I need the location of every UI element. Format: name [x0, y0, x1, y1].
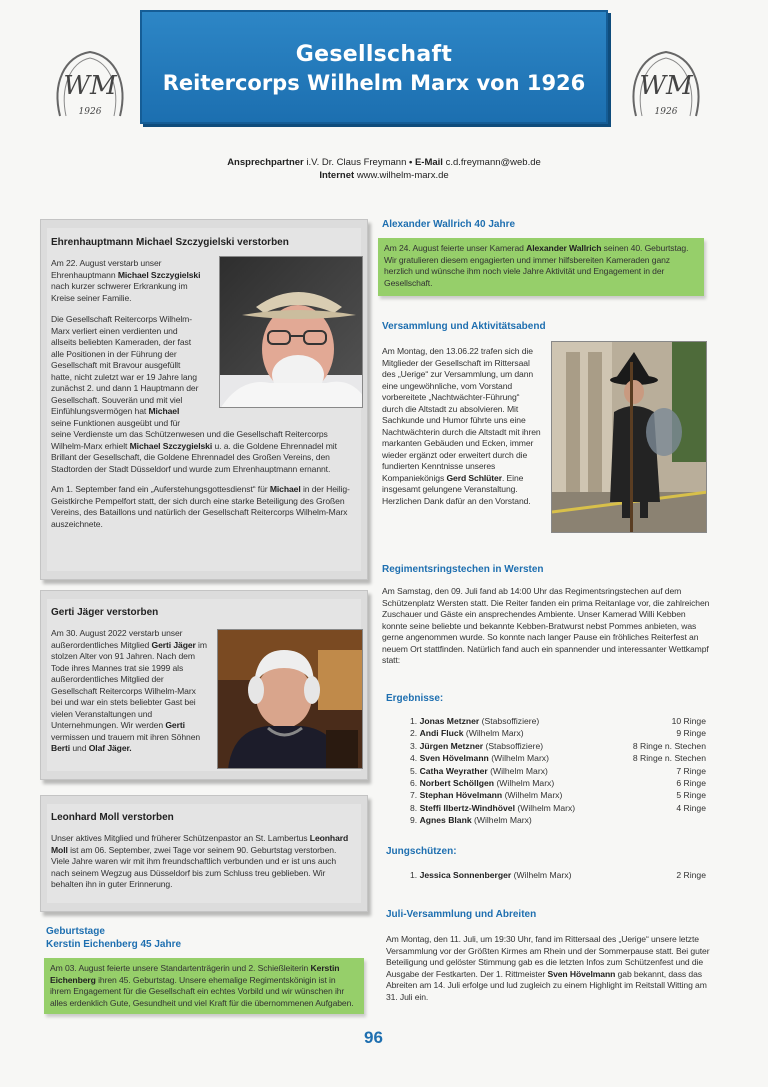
result-name — [410, 789, 608, 801]
result-name — [410, 752, 608, 764]
email-address[interactable]: c.d.freymann@web.de — [445, 157, 541, 168]
title-banner — [140, 10, 608, 124]
results-heading: Ergebnisse: — [386, 693, 444, 704]
para-text: Am Samstag, den 09. Juli fand ab 14:00 Uhr das Regimentsringstechen auf dem Schützenplatz Wersten statt. Die Reiter fanden ein prima Reitanlage vor, die zahlreichen Zuschauer und Gäste ein ansprechendes Ambiente. Unser Kamerad Willi Kebben konnte seine beliebte und bekannte Kebben-Bratwurst nebst Pommes anbieten, was gerne angenommen wurde. So konnte nach langer Pause ein fröhliches Reiterfest an neuem Ort stattfinden. Natürlich fand auch ein spannender und interessanter Wettkampf statt: — [382, 586, 710, 665]
result-rings: 8 Ringe n. Stechen — [632, 753, 706, 764]
result-rings: 2 Ringe — [676, 870, 706, 880]
youth-heading: Jungschützen: — [386, 846, 457, 857]
contact-person: i.V. Dr. Claus Freymann — [306, 157, 407, 168]
name-bold: Gerti — [165, 720, 185, 730]
para-text: im stolzen Alter von 91 Jahren. Nach dem Tode ihres Mannes trat sie 1999 als außerordentliches Mitglied der Gesellschaft Reitercorps Wilhelm-Marx bei und war ein stets beliebter Gast bei vielen Veranstaltungen und Unternehmungen. Wir werden — [51, 639, 207, 730]
para-text: vermissen und trauern mit ihren Söhnen — [51, 731, 201, 742]
name-bold: Michael — [148, 406, 180, 416]
para-text: Am Montag, den 13.06.22 trafen sich die Mitglieder der Gesellschaft im Rittersaal des „Uerige“ zur Versammlung, um dann eine ungewöhnliche, vom Vorstand vorbereitete „Nachtwächter-Führung“ durch die Altstadt zu absolvieren. Mit Sachkunde und Humor führte uns eine Nachtwächterin durch die Altstadt mit ihren markanten Gebäuden und Ecken, immer wieder ergänzt oder erweitert durch die fundierten Kenntnisse unseres Kompaniekönigs — [382, 346, 541, 483]
result-rank: 1. — [410, 870, 418, 880]
participant-org: (Wilhelm Marx) — [502, 790, 563, 801]
name-bold: Michael Szczygielski — [129, 440, 213, 451]
logo-year: 1926 — [78, 107, 102, 117]
name-bold: Gerd Schlüter — [446, 472, 502, 483]
participant-name: Jessica Sonnenberger — [419, 870, 512, 880]
para-text: u. a. die Goldene Ehrennadel mit Brillant der Gesellschaft, die Goldene Ehrennadel des Großen Vereins, den Stadtorden der Stadt Düsseldorf und wurde zum Ehrenhauptmann ernannt. — [51, 440, 337, 474]
para-text: ist am 06. September, zwei Tage vor seinem 90. Geburtstag verstorben. Viele Jahre waren wir mit ihm freundschaftlich verbunden und er ist uns auch nach seinem Wegzug aus Düsseldorf bis zum Schluss treu geblieben. Wir behalten ihn in guter Erinnerung. — [51, 844, 337, 889]
result-row — [410, 869, 706, 881]
photo-jaeger — [217, 629, 363, 769]
participant-name: Norbert Schöllgen — [419, 778, 495, 789]
para-text: seinen 40. Geburtstag. Wir gratulieren diesem engagierten und immer hilfsbereiten Kameraden ganz herzlich und wünsche ihm noch viele Jahre Aktivität und Engagement in der Gesellschaft. — [384, 243, 689, 288]
wm-logo-right — [626, 44, 706, 124]
section-title: Leonhard Moll verstorben — [51, 812, 174, 823]
participant-org: (Stabsoffiziere) — [483, 740, 544, 751]
participant-org: (Wilhelm Marx) — [488, 753, 549, 764]
web-address[interactable]: www.wilhelm-marx.de — [356, 170, 449, 181]
obituary-szczygielski — [40, 219, 368, 580]
result-row — [410, 789, 706, 801]
para-text: ihren 45. Geburtstag. Unsere ehemalige Regimentskönigin ist in ihrem Engagement für die Gesellschaft ein echtes Vorbild und wir wünschen ihr alles erdenklich Gute, Gesundheit und viel Kraft für die übernommenen Aufgaben. — [50, 974, 354, 1008]
para-text: . Eine insgesamt gelungene Veranstaltung. Herzlichen Dank dafür an den Vorstand. — [382, 472, 531, 506]
result-row — [410, 802, 706, 814]
para-text: Am 30. August 2022 verstarb unser außerordentliches Mitglied — [51, 628, 183, 650]
result-rank: 3. — [410, 740, 418, 751]
para-text: nach kurzer schwerer Erkrankung im Kreise seiner Familie. — [51, 281, 188, 303]
result-rings: 5 Ringe — [676, 790, 706, 801]
name-bold: Gerti Jäger — [151, 639, 196, 650]
logo-year: 1926 — [654, 107, 678, 117]
participant-org: (Wilhelm Marx) — [463, 728, 524, 739]
email-label: E-Mail — [414, 157, 443, 168]
juli-text — [386, 934, 714, 1003]
result-rank: 8. — [410, 802, 418, 813]
result-row — [410, 777, 706, 789]
birthdays-heading: Geburtstage — [46, 926, 105, 937]
regiment-text — [382, 586, 710, 667]
result-name — [410, 777, 608, 789]
result-rank: 7. — [410, 790, 418, 801]
para-text: Die Gesellschaft Reitercorps Wilhelm-Marx verliert einen verdienten und allseits beliebten Kameraden, der fast alle Positionen in der Führung der Gesellschaft mit Bravour ausgefüllt hatte, nicht zuletzt war er 19 Jahre lang zunächst 2. und dann 1 Hauptmann der Gesellschaft. Souverän und mit viel Einfühlungsvermögen hat — [51, 314, 199, 416]
name-bold: Alexander Wallrich — [526, 243, 602, 253]
versammlung-heading: Versammlung und Aktivitätsabend — [382, 321, 546, 332]
obituary-moll — [40, 795, 368, 912]
wallrich-heading: Alexander Wallrich 40 Jahre — [382, 219, 516, 230]
participant-org: (Wilhelm Marx) — [511, 870, 572, 880]
para-text: Am 22. August verstarb unser Ehrenhauptmann — [51, 258, 162, 280]
name-bold: Leonhard Moll — [51, 833, 349, 855]
result-rings: 7 Ringe — [676, 765, 706, 776]
participant-name: Andi Fluck — [419, 728, 464, 739]
result-rings: 6 Ringe — [676, 778, 706, 789]
name-bold: Berti — [51, 743, 71, 753]
participant-name: Sven Hövelmann — [419, 753, 489, 764]
participant-name: Jonas Metzner — [419, 716, 480, 726]
result-name — [410, 727, 608, 739]
participant-name: Agnes Blank — [419, 815, 472, 826]
result-rank: 4. — [410, 753, 418, 764]
contact-separator: • — [409, 157, 413, 168]
participant-name: Jürgen Metzner — [419, 740, 484, 751]
participant-org: (Stabsoffiziere) — [479, 716, 540, 726]
para-text: gab bekannt, dass das Abreiten am 14. Juli erfolge und lud zugleich zu einem Highlight im Reitstall Witting am 31. Juli ein. — [386, 968, 707, 1002]
participant-org: (Wilhelm Marx) — [514, 802, 576, 813]
wm-logo-left — [50, 44, 130, 124]
birthday-subheading: Kerstin Eichenberg 45 Jahre — [46, 939, 182, 950]
name-bold: Olaf Jäger. — [88, 743, 132, 753]
logo-monogram: WM — [639, 71, 693, 101]
photo-nachtwaechterin — [551, 341, 707, 533]
result-rings: 4 Ringe — [676, 802, 706, 813]
contact-info — [100, 156, 668, 182]
para-text: Am 03. August feierte unsere Standartenträgerin und 2. Schießleiterin — [50, 963, 311, 973]
name-bold: Michael Szczygielski — [117, 269, 201, 280]
para-text: Am 1. September fand ein „Auferstehungsgottesdienst“ für — [51, 484, 270, 494]
juli-heading: Juli-Versammlung und Abreiten — [386, 909, 537, 920]
result-name — [410, 802, 608, 814]
para-text: Am Montag, den 11. Juli, um 19:30 Uhr, fand im Rittersaal des „Uerige“ unsere letzte Versammlung vor der Größten Kirmes am Rhein und der Sommerpause statt. Bei guter Beteiligung und gelöster Stimmung gab es die letzten Infos zum Schützenfest und die Ausgabe der Festkarten. Der 1. Rittmeister — [386, 934, 710, 979]
results-list — [410, 715, 706, 827]
name-bold: Sven Hövelmann — [547, 968, 616, 979]
result-rank: 6. — [410, 778, 418, 789]
result-name — [410, 869, 608, 881]
result-row — [410, 765, 706, 777]
para-text: in der Heilig-Geistkirche Pempelfort statt, der sich durch eine starke Beteiligung des Großen Vereins, des Bataillons und natürlich der Gesellschaft Reitercorps Wilhelm-Marx auszeichnete. — [51, 484, 350, 529]
page-number: 96 — [364, 1028, 383, 1047]
para-text: und — [70, 743, 89, 753]
result-row — [410, 814, 706, 826]
photo-szczygielski — [219, 256, 363, 408]
result-rank: 2. — [410, 728, 418, 739]
logo-monogram: WM — [63, 71, 117, 101]
result-rank: 5. — [410, 765, 418, 776]
versammlung-text — [382, 346, 542, 507]
regiment-heading: Regimentsringstechen in Wersten — [382, 564, 544, 575]
para-text: seine Funktionen ausgeübt und für seine Verdienste um das Schützenwesen und die Gesellschaft Reitercorps Wilhelm-Marx erhielt — [51, 417, 328, 451]
banner-line-1: Gesellschaft — [295, 42, 453, 67]
web-label: Internet — [319, 170, 355, 181]
participant-org: (Wilhelm Marx) — [487, 765, 548, 776]
birthday-eichenberg-box — [44, 958, 364, 1014]
result-row — [410, 727, 706, 739]
youth-results-list — [410, 869, 706, 881]
result-rank: 1. — [410, 716, 418, 726]
name-bold: Kerstin Eichenberg — [50, 963, 340, 985]
result-name — [410, 715, 608, 727]
participant-name: Steffi Ilbertz-Windhövel — [419, 802, 515, 813]
participant-org: (Wilhelm Marx) — [471, 815, 532, 826]
result-name — [410, 740, 608, 752]
participant-name: Stephan Hövelmann — [419, 790, 503, 801]
result-name — [410, 765, 608, 777]
result-row — [410, 715, 706, 727]
result-name — [410, 814, 608, 826]
result-rank: 9. — [410, 815, 418, 826]
para-text: Am 24. August feierte unser Kamerad — [384, 243, 527, 253]
birthday-wallrich-box — [378, 238, 704, 296]
result-rings — [608, 814, 706, 826]
banner-line-2: Reitercorps Wilhelm Marx von 1926 — [162, 71, 586, 95]
section-title: Ehrenhauptmann Michael Szczygielski verstorben — [51, 237, 289, 248]
participant-name: Catha Weyrather — [419, 765, 488, 776]
para-text: Unser aktives Mitglied und früherer Schützenpastor an St. Lambertus — [51, 833, 310, 843]
obituary-jaeger — [40, 590, 368, 780]
contact-label: Ansprechpartner — [227, 157, 304, 168]
result-rings: 8 Ringe n. Stechen — [632, 740, 706, 751]
name-bold: Michael — [269, 484, 301, 494]
participant-org: (Wilhelm Marx) — [494, 778, 555, 789]
section-title: Gerti Jäger verstorben — [51, 607, 159, 618]
result-rings: 9 Ringe — [676, 728, 706, 739]
result-rings: 10 Ringe — [671, 716, 706, 726]
result-row — [410, 752, 706, 764]
result-row — [410, 740, 706, 752]
